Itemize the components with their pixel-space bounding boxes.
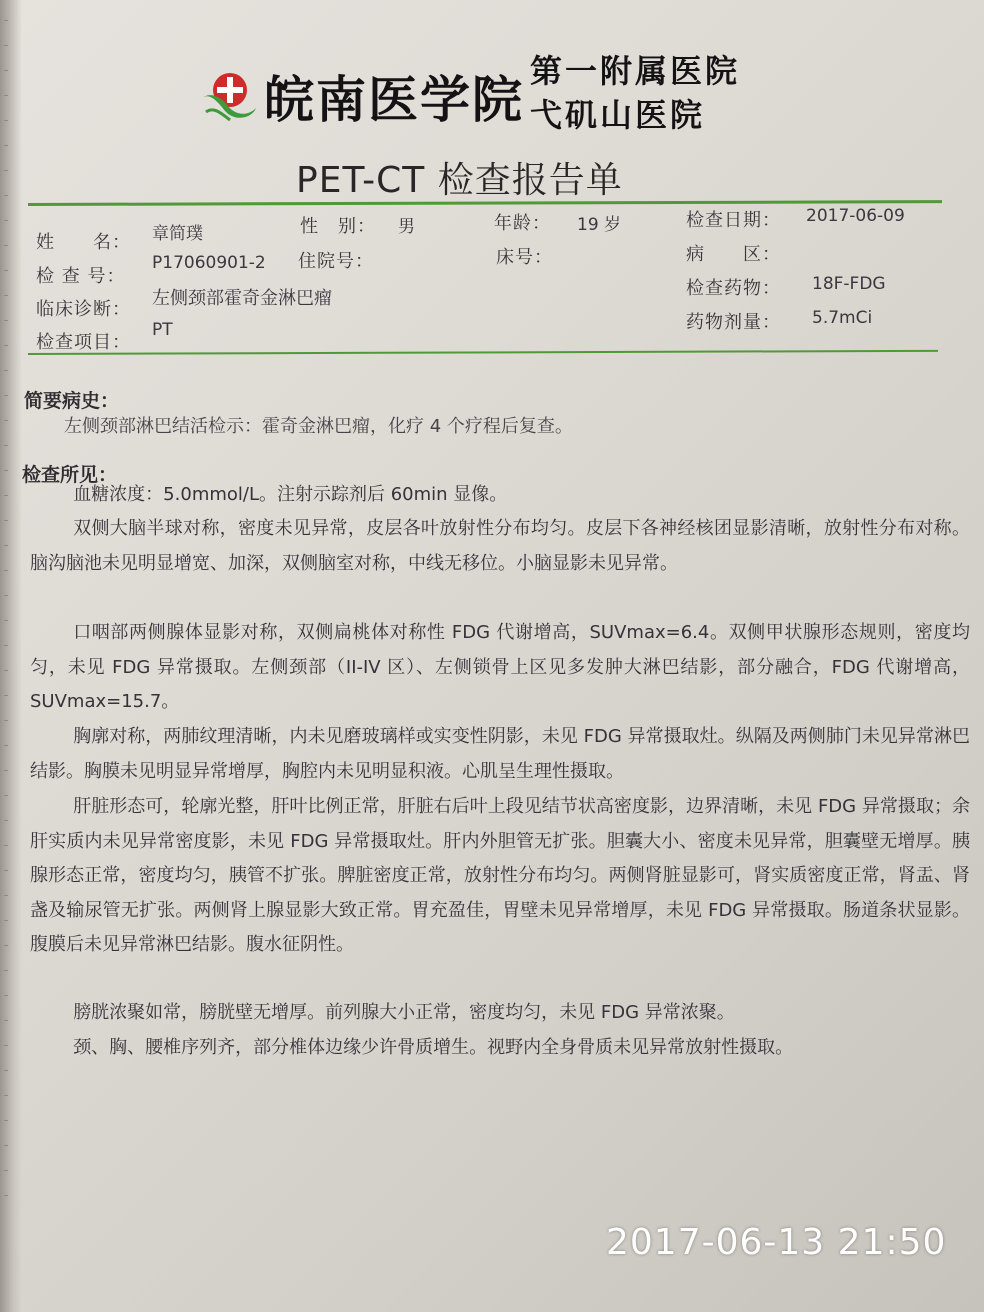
ruler-tick bbox=[4, 745, 8, 746]
ruler-tick bbox=[4, 720, 8, 721]
item-value: PT bbox=[152, 320, 173, 340]
ruler-tick bbox=[4, 820, 8, 821]
age-value: 19 岁 bbox=[577, 215, 622, 235]
header-rule-bottom bbox=[28, 350, 938, 355]
history-text: 左侧颈部淋巴结活检示：霍奇金淋巴瘤，化疗 4 个疗程后复查。 bbox=[64, 416, 573, 437]
ruler-tick bbox=[4, 870, 8, 871]
hospital-name: 皖南医学院 bbox=[264, 70, 524, 129]
hospital-alias: 弋矶山医院 bbox=[530, 96, 706, 134]
ruler-tick bbox=[4, 995, 8, 996]
ruler-tick bbox=[4, 95, 8, 96]
report-title: PET-CT 检查报告单 bbox=[296, 160, 623, 201]
ruler-tick bbox=[4, 770, 8, 771]
finding-paragraph: 口咽部两侧腺体显影对称，双侧扁桃体对称性 FDG 代谢增高，SUVmax=6.4。双侧甲状腺形态规则，密度均匀，未见 FDG 异常摄取。左侧颈部（II-IV 区）、左侧锁骨上区见多发肿大淋巴结影，部分融合，FDG 代谢增高，SUVmax=15.7。 bbox=[30, 622, 970, 713]
hospital-affiliation: 第一附属医院 bbox=[530, 52, 741, 90]
ruler-tick bbox=[4, 45, 8, 46]
binding-ruler bbox=[4, 20, 10, 1220]
name-label: 姓 名： bbox=[36, 232, 131, 253]
history-heading: 简要病史： bbox=[24, 390, 120, 412]
diagnosis-label: 临床诊断： bbox=[36, 299, 131, 320]
item-label: 检查项目： bbox=[36, 332, 131, 353]
hospital-logo-icon bbox=[196, 68, 260, 124]
finding-paragraph: 胸廓对称，两肺纹理清晰，内未见磨玻璃样或实变性阴影，未见 FDG 异常摄取灶。纵隔及两侧肺门未见异常淋巴结影。胸膜未见明显异常增厚，胸腔内未见明显积液。心肌呈生理性摄取。 bbox=[30, 726, 970, 782]
ruler-tick bbox=[4, 545, 8, 546]
exam-date-value: 2017-06-09 bbox=[806, 206, 905, 226]
finding-paragraph: 膀胱浓聚如常，膀胱壁无增厚。前列腺大小正常，密度均匀，未见 FDG 异常浓聚。 bbox=[73, 1002, 735, 1023]
ruler-tick bbox=[4, 595, 8, 596]
age-label: 年龄： bbox=[494, 213, 551, 234]
ruler-tick bbox=[4, 445, 8, 446]
sex-value: 男 bbox=[398, 217, 415, 237]
ruler-tick bbox=[4, 1170, 8, 1171]
ruler-tick bbox=[4, 645, 8, 646]
sex-label: 性 别： bbox=[300, 216, 376, 237]
drug-value: 18F-FDG bbox=[812, 274, 886, 294]
ruler-tick bbox=[4, 320, 8, 321]
ruler-tick bbox=[4, 695, 8, 696]
ruler-tick bbox=[4, 945, 8, 946]
header-rule-top bbox=[28, 200, 942, 206]
ruler-tick bbox=[4, 420, 8, 421]
findings-heading: 检查所见： bbox=[22, 464, 118, 486]
diagnosis-value: 左侧颈部霍奇金淋巴瘤 bbox=[152, 288, 332, 309]
photo-timestamp: 2017-06-13 21:50 bbox=[606, 1222, 947, 1263]
ruler-tick bbox=[4, 570, 8, 571]
drug-label: 检查药物： bbox=[686, 278, 781, 299]
ruler-tick bbox=[4, 295, 8, 296]
ruler-tick bbox=[4, 120, 8, 121]
exam-number-value: P17060901-2 bbox=[152, 253, 266, 273]
ruler-tick bbox=[4, 1070, 8, 1071]
finding-paragraph: 肝脏形态可，轮廓光整，肝叶比例正常，肝脏右后叶上段见结节状高密度影，边界清晰，未见 FDG 异常摄取；余肝实质内未见异常密度影，未见 FDG 异常摄取灶。肝内外胆管无扩张。胆囊大小、密度未见异常，胆囊壁无增厚。胰腺形态正常，密度均匀，胰管不扩张。脾脏密度正常，放射性分布均匀。两侧肾脏显影可，肾实质密度正常，肾盂、肾盏及输尿管无扩张。两侧肾上腺显影大致正常。胃充盈佳，胃壁未见异常增厚，未见 FDG 异常摄取。肠道条状显影。腹膜后未见异常淋巴结影。腹水征阴性。 bbox=[30, 796, 970, 956]
ruler-tick bbox=[4, 1145, 8, 1146]
ruler-tick bbox=[4, 1195, 8, 1196]
ruler-tick bbox=[4, 620, 8, 621]
finding-paragraph: 血糖浓度：5.0mmol/L。注射示踪剂后 60min 显像。 bbox=[73, 484, 508, 505]
ruler-tick bbox=[4, 245, 8, 246]
ruler-tick bbox=[4, 70, 8, 71]
name-value: 章简璞 bbox=[152, 224, 203, 244]
ruler-tick bbox=[4, 1045, 8, 1046]
ruler-tick bbox=[4, 795, 8, 796]
ruler-tick bbox=[4, 195, 8, 196]
bed-number-label: 床号： bbox=[496, 247, 553, 268]
exam-number-label: 检 查 号： bbox=[36, 266, 126, 287]
ruler-tick bbox=[4, 895, 8, 896]
ruler-tick bbox=[4, 670, 8, 671]
ruler-tick bbox=[4, 1120, 8, 1121]
inpatient-number-label: 住院号： bbox=[298, 251, 374, 272]
dose-value: 5.7mCi bbox=[812, 308, 873, 328]
ruler-tick bbox=[4, 495, 8, 496]
ruler-tick bbox=[4, 345, 8, 346]
ward-label: 病 区： bbox=[686, 244, 781, 265]
ruler-tick bbox=[4, 220, 8, 221]
ruler-tick bbox=[4, 520, 8, 521]
ruler-tick bbox=[4, 1020, 8, 1021]
ruler-tick bbox=[4, 170, 8, 171]
ruler-tick bbox=[4, 1095, 8, 1096]
ruler-tick bbox=[4, 845, 8, 846]
ruler-tick bbox=[4, 970, 8, 971]
finding-paragraph: 双侧大脑半球对称，密度未见异常，皮层各叶放射性分布均匀。皮层下各神经核团显影清晰，放射性分布对称。脑沟脑池未见明显增宽、加深，双侧脑室对称，中线无移位。小脑显影未见异常。 bbox=[30, 518, 970, 574]
ruler-tick bbox=[4, 145, 8, 146]
dose-label: 药物剂量： bbox=[686, 312, 781, 333]
ruler-tick bbox=[4, 270, 8, 271]
finding-paragraph: 颈、胸、腰椎序列齐，部分椎体边缘少许骨质增生。视野内全身骨质未见异常放射性摄取。 bbox=[73, 1037, 794, 1058]
ruler-tick bbox=[4, 920, 8, 921]
exam-date-label: 检查日期： bbox=[686, 210, 781, 231]
ruler-tick bbox=[4, 370, 8, 371]
ruler-tick bbox=[4, 470, 8, 471]
ruler-tick bbox=[4, 20, 8, 21]
ruler-tick bbox=[4, 395, 8, 396]
